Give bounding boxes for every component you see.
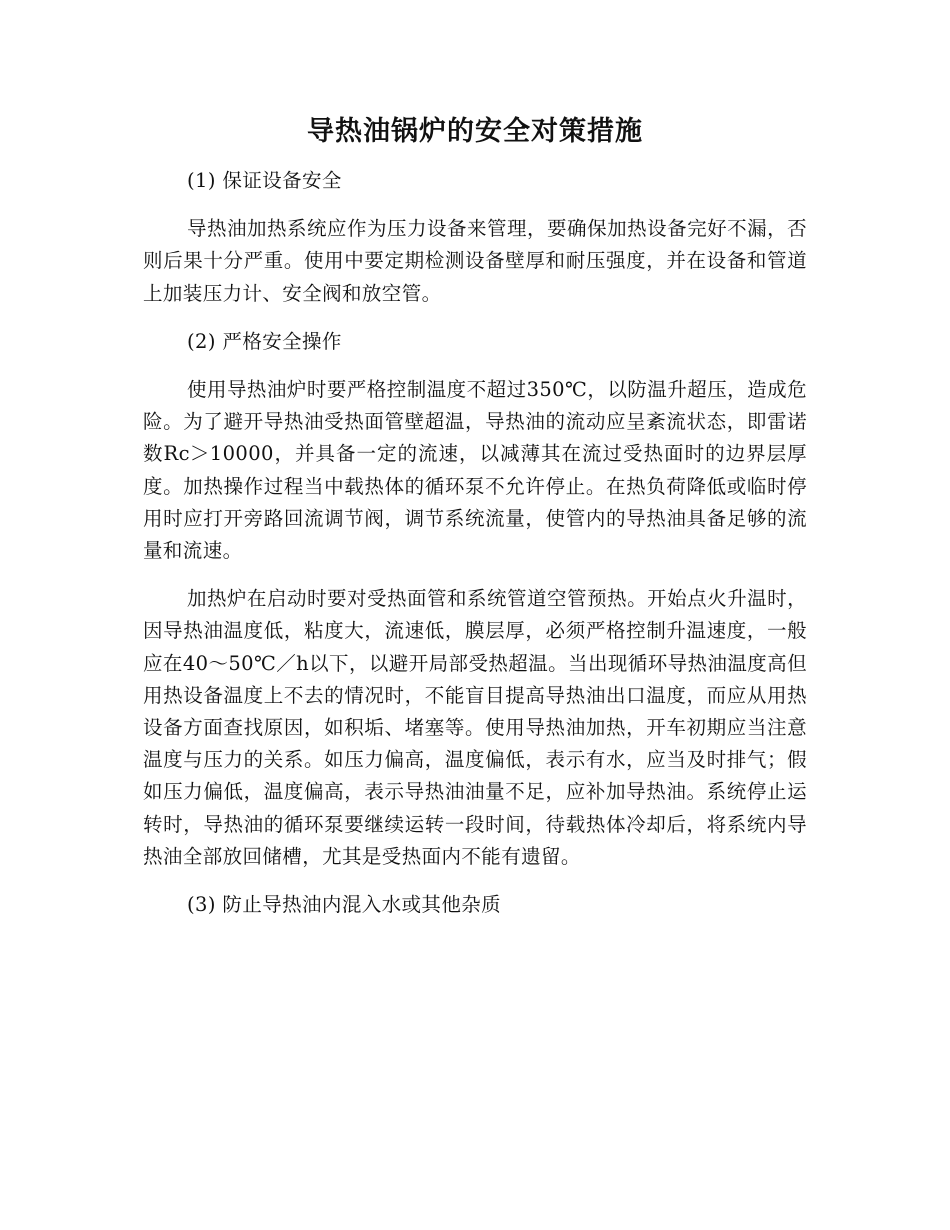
document-title: 导热油锅炉的安全对策措施 (307, 116, 643, 147)
section-heading-3: (3) 防止导热油内混入水或其他杂质 (187, 893, 502, 917)
section-2-paragraph-1: 使用导热油炉时要严格控制温度不超过350℃，以防温升超压，造成危险。为了避开导热油受热面管壁超温，导热油的流动应呈紊流状态，即雷诺数Rc＞10000，并具备一定的流速，以减薄其在流过受热面时的边界层厚度。加热操作过程当中载热体的循环泵不允许停止。在热负荷降低或临时停用时应打开旁路回流调节阀，调节系统流量，使管内的导热油具备足够的流量和流速。 (143, 378, 807, 563)
section-heading-1: (1) 保证设备安全 (187, 169, 342, 192)
section-heading-2: (2) 严格安全操作 (187, 329, 342, 353)
document-body (143, 165, 807, 921)
section-1-paragraph-1: 导热油加热系统应作为压力设备来管理，要确保加热设备完好不漏，否则后果十分严重。使用中要定期检测设备壁厚和耐压强度，并在设备和管道上加装压力计、安全阀和放空管。 (143, 217, 807, 305)
section-2-paragraph-2: 加热炉在启动时要对受热面管和系统管道空管预热。开始点火升温时，因导热油温度低，粘度大，流速低，膜层厚，必须严格控制升温速度，一般应在40～50℃／h以下，以避开局部受热超温。当出现循环导热油温度高但用热设备温度上不去的情况时，不能盲目提高导热油出口温度，而应从用热设备方面查找原因，如积垢、堵塞等。使用导热油加热，开车初期应当注意温度与压力的关系。如压力偏高，温度偏低，表示有水，应当及时排气；假如压力偏低，温度偏高，表示导热油油量不足，应补加导热油。系统停止运转时，导热油的循环泵要继续运转一段时间，待载热体冷却后，将系统内导热油全部放回储槽，尤其是受热面内不能有遗留。 (143, 587, 807, 868)
